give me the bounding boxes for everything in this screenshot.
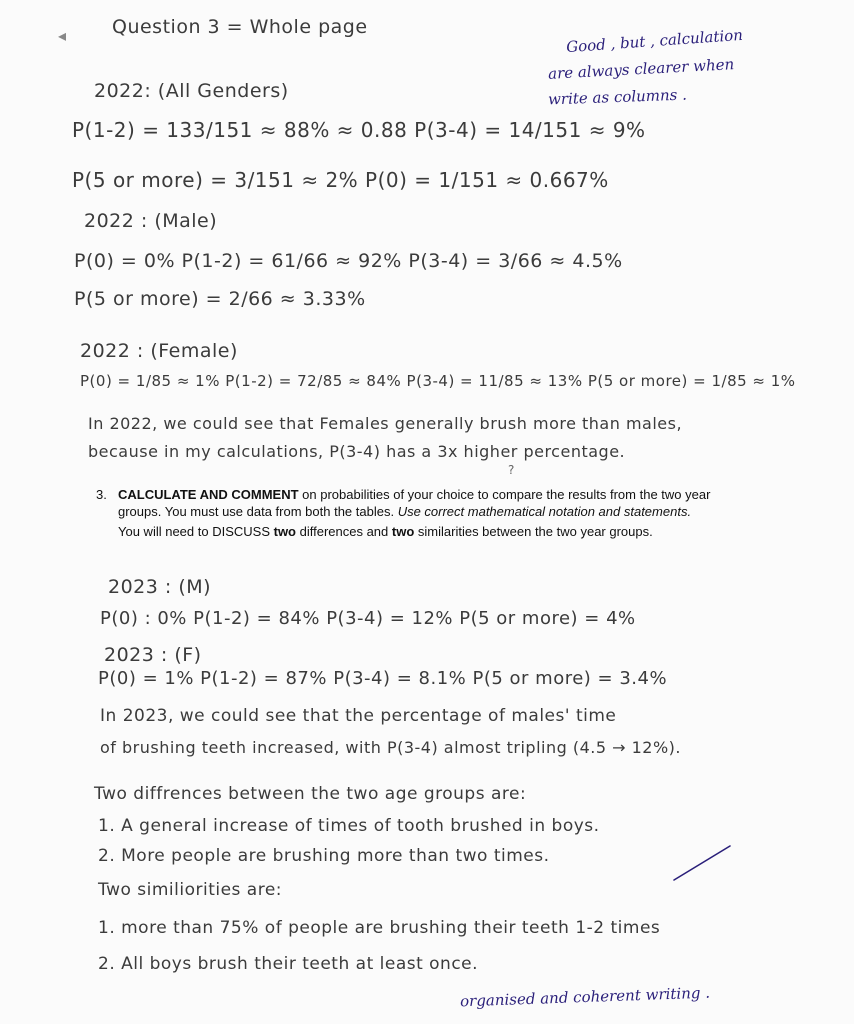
question-bold-lead: CALCULATE AND COMMENT	[118, 487, 299, 502]
section-2023-f-line1: P(0) = 1% P(1-2) = 87% P(3-4) = 8.1% P(5 or more) = 3.4%	[98, 668, 668, 689]
section-2023-m-title: 2023 : (M)	[108, 576, 212, 598]
teacher-comment-line1: Good , but , calculation	[565, 25, 744, 57]
section-2022-female-comment1: In 2022, we could see that Females generally brush more than males,	[88, 414, 683, 433]
corner-mark: ◂	[58, 26, 67, 45]
question-text1: on probabilities of your choice to compare the results from the two year groups. You must use data from both the tables.	[118, 487, 711, 519]
question-number: 3.	[96, 487, 107, 502]
similarities-heading: Two similiorities are:	[98, 880, 283, 900]
question-text2-mid: differences and	[296, 524, 392, 539]
comment-2023-line1: In 2023, we could see that the percentage of males' time	[100, 706, 617, 726]
question-italic: Use correct mathematical notation and statements.	[397, 504, 692, 519]
question-bold-two1: two	[273, 524, 296, 539]
question-bold-two2: two	[391, 524, 415, 539]
section-2022-female-comment2: because in my calculations, P(3-4) has a 3x higher percentage.	[88, 442, 626, 461]
differences-heading: Two diffrences between the two age groups are:	[94, 784, 527, 804]
difference-item-1: 1. A general increase of times of tooth brushed in boys.	[98, 816, 600, 836]
question-text2-pre: You will need to DISCUSS	[118, 524, 274, 539]
similarity-item-1: 1. more than 75% of people are brushing their teeth 1-2 times	[98, 918, 661, 938]
similarity-item-2: 2. All boys brush their teeth at least once.	[98, 954, 479, 974]
question-3-print	[96, 486, 746, 540]
section-2022-female-line1: P(0) = 1/85 ≈ 1% P(1-2) = 72/85 ≈ 84% P(3-4) = 11/85 ≈ 13% P(5 or more) = 1/85 ≈ 1%	[80, 372, 796, 390]
teacher-comment-line2: are always clearer when	[547, 55, 735, 83]
comment-2023-line2: of brushing teeth increased, with P(3-4) almost tripling (4.5 → 12%).	[100, 738, 681, 757]
section-2022-male-title: 2022 : (Male)	[84, 210, 218, 232]
question-mark: ?	[508, 463, 515, 477]
section-2022-all-title: 2022: (All Genders)	[94, 80, 289, 102]
section-2023-f-title: 2023 : (F)	[104, 644, 202, 666]
teacher-tick-icon	[672, 842, 732, 884]
section-2022-female-title: 2022 : (Female)	[80, 340, 238, 362]
difference-item-2: 2. More people are brushing more than two times.	[98, 846, 550, 866]
teacher-final-comment: organised and coherent writing .	[459, 983, 711, 1011]
section-2022-male-line2: P(5 or more) = 2/66 ≈ 3.33%	[74, 288, 366, 310]
question-text2-post: similarities between the two year groups.	[414, 524, 653, 539]
page-heading: Question 3 = Whole page	[112, 16, 368, 38]
section-2022-all-line1: P(1-2) = 133/151 ≈ 88% ≈ 0.88 P(3-4) = 14/151 ≈ 9%	[72, 118, 646, 142]
section-2023-m-line1: P(0) : 0% P(1-2) = 84% P(3-4) = 12% P(5 or more) = 4%	[100, 608, 636, 629]
section-2022-male-line1: P(0) = 0% P(1-2) = 61/66 ≈ 92% P(3-4) = 3/66 ≈ 4.5%	[74, 250, 623, 272]
teacher-comment-line3: write as columns .	[547, 85, 688, 109]
section-2022-all-line2: P(5 or more) = 3/151 ≈ 2% P(0) = 1/151 ≈ 0.667%	[72, 168, 609, 192]
